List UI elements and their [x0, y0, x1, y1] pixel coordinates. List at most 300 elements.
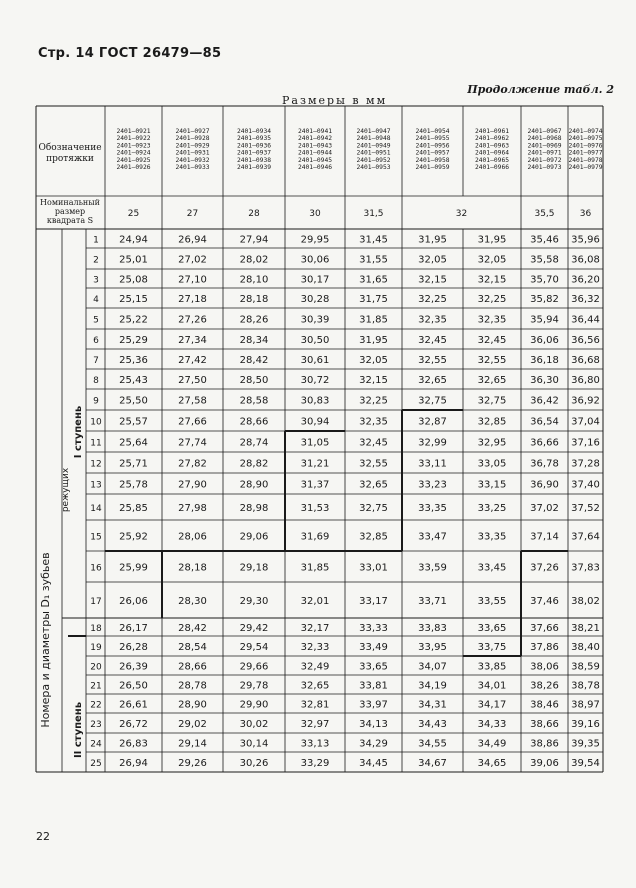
diameter-value: 31,95 [477, 234, 507, 246]
diameter-value: 37,28 [571, 458, 600, 470]
diameter-value: 30,26 [239, 758, 269, 769]
diameter-value: 38,78 [571, 680, 600, 692]
diameter-value: 38,59 [571, 661, 600, 673]
diameter-value: 39,54 [571, 758, 600, 769]
diameter-value: 37,40 [571, 479, 600, 491]
diameter-value: 29,95 [300, 234, 330, 246]
diameter-value: 31,75 [359, 294, 388, 305]
diameter-value: 31,05 [300, 437, 330, 449]
article-code: 2401—0942 [297, 135, 333, 143]
diameter-value: 32,33 [300, 642, 330, 653]
article-code: 2401—0963 [474, 142, 510, 150]
diameter-value: 39,35 [571, 738, 600, 750]
tooth-number: 20 [90, 662, 102, 673]
diameter-value: 32,65 [418, 375, 447, 386]
diameter-value: 26,28 [119, 642, 148, 653]
diameter-value: 28,78 [178, 680, 207, 692]
article-code: 2401—0956 [415, 142, 450, 150]
diameter-value: 32,45 [477, 335, 507, 346]
diameter-value: 32,75 [477, 395, 507, 407]
diameter-value: 26,50 [119, 680, 148, 692]
diameter-value: 34,65 [477, 758, 507, 769]
square-size: 25 [127, 209, 140, 219]
diameter-value: 33,05 [477, 458, 507, 470]
article-code: 2401—0978 [568, 156, 603, 164]
diameter-value: 38,26 [530, 680, 559, 692]
article-code: 2401—0938 [236, 156, 272, 164]
square-size: 31,5 [363, 209, 384, 219]
diameter-value: 32,85 [477, 416, 507, 428]
diameter-value: 27,98 [178, 503, 207, 514]
diameter-value: 30,02 [239, 719, 269, 730]
diameter-value: 26,17 [119, 623, 148, 634]
diameter-value: 36,56 [571, 335, 600, 346]
diameter-value: 32,65 [477, 375, 507, 386]
diameter-value: 33,59 [418, 562, 447, 574]
tooth-number: 25 [90, 759, 102, 769]
diameter-value: 25,43 [119, 375, 148, 386]
diameter-value: 33,65 [477, 623, 507, 634]
diameter-value: 26,72 [119, 719, 148, 730]
diameter-value: 33,75 [477, 642, 507, 653]
tooth-number: 23 [90, 720, 102, 730]
article-code: 2401—0964 [474, 149, 510, 157]
diameter-value: 25,08 [119, 274, 148, 286]
article-code: 2401—0944 [297, 149, 333, 157]
article-code: 2401—0961 [474, 128, 510, 135]
page-title: Стр. 14 ГОСТ 26479—85 [38, 46, 222, 61]
article-code: 2401—0957 [415, 149, 450, 157]
article-code: 2401—0945 [297, 156, 333, 164]
diameter-value: 38,40 [571, 642, 600, 653]
article-code: 2401—0941 [297, 128, 333, 135]
square-size: 36 [579, 209, 592, 219]
article-code: 2401—0962 [474, 135, 510, 143]
nominal-label: квадрата S [46, 216, 94, 225]
article-code: 2401—0974 [568, 128, 603, 135]
diameter-value: 29,78 [239, 680, 269, 692]
diameter-value: 32,01 [300, 596, 330, 607]
diameter-value: 29,90 [239, 699, 269, 711]
diameter-value: 28,42 [239, 355, 269, 366]
tooth-number: 2 [93, 255, 99, 266]
article-code: 2401—0969 [527, 142, 562, 150]
diameter-value: 34,19 [418, 680, 447, 692]
diameter-value: 33,49 [359, 642, 388, 653]
cutting-label: режущих [61, 467, 71, 513]
diameter-value: 28,30 [178, 596, 207, 607]
diameter-value: 31,55 [359, 254, 388, 266]
diameter-value: 32,35 [359, 416, 388, 428]
diameter-value: 38,46 [530, 699, 559, 711]
diameter-value: 31,95 [359, 335, 388, 346]
diameter-value: 34,13 [359, 719, 388, 730]
diameter-value: 33,33 [359, 623, 388, 634]
article-code: 2401—0921 [116, 128, 151, 135]
diameter-value: 28,74 [239, 437, 269, 449]
diameter-value: 32,55 [477, 355, 507, 366]
article-code: 2401—0979 [568, 164, 603, 171]
diameter-value: 34,33 [477, 719, 507, 730]
designation-label: протяжки [46, 154, 94, 164]
diameter-value: 28,58 [239, 395, 269, 407]
diameter-value: 36,18 [530, 355, 559, 366]
diameter-value: 30,94 [300, 416, 330, 428]
tooth-number: 18 [90, 624, 102, 634]
diameter-value: 29,66 [239, 661, 269, 673]
diameter-value: 25,85 [119, 503, 148, 514]
diameter-value: 28,26 [239, 314, 269, 326]
tooth-number: 13 [90, 480, 102, 491]
diameter-value: 32,35 [418, 314, 447, 326]
diameter-value: 32,65 [300, 680, 330, 692]
article-code: 2401—0928 [175, 135, 210, 143]
diameter-value: 36,68 [571, 355, 600, 366]
tooth-number: 22 [90, 700, 102, 711]
diameter-value: 36,66 [530, 437, 559, 449]
diameter-value: 25,64 [119, 437, 148, 449]
diameter-value: 33,65 [359, 661, 388, 673]
article-code: 2401—0967 [527, 128, 562, 135]
diameter-value: 34,55 [418, 738, 447, 750]
diameter-value: 35,94 [530, 314, 559, 326]
diameter-value: 29,02 [178, 719, 207, 730]
diameter-value: 33,01 [359, 562, 388, 574]
diameter-value: 34,07 [418, 661, 447, 673]
diameter-value: 36,78 [530, 458, 559, 470]
diameter-value: 29,54 [239, 642, 269, 653]
diameter-value: 37,46 [530, 596, 559, 607]
diameter-value: 28,90 [239, 479, 269, 491]
diameter-value: 33,85 [477, 661, 507, 673]
diameter-value: 25,29 [119, 335, 148, 346]
diameter-value: 34,49 [477, 738, 507, 750]
diameter-value: 38,66 [530, 719, 559, 730]
tooth-number: 3 [93, 275, 99, 286]
diameter-value: 25,57 [119, 416, 148, 428]
diameter-value: 25,50 [119, 395, 148, 407]
diameter-value: 33,97 [359, 699, 388, 711]
diameter-value: 28,18 [178, 562, 207, 574]
stage-2-label: II ступень [73, 701, 84, 759]
diameter-value: 31,95 [418, 234, 447, 246]
diameter-value: 32,55 [359, 458, 388, 470]
diameter-value: 25,01 [119, 254, 148, 266]
article-code: 2401—0966 [474, 164, 510, 171]
article-code: 2401—0922 [116, 135, 151, 143]
diameter-value: 33,95 [418, 642, 447, 653]
diameter-value: 27,18 [178, 294, 207, 305]
diameter-value: 27,82 [178, 458, 207, 470]
diameter-value: 25,71 [119, 458, 148, 470]
diameter-value: 31,85 [359, 314, 388, 326]
diameter-value: 27,74 [178, 437, 207, 449]
diameter-value: 36,42 [530, 395, 559, 407]
diameter-value: 33,13 [300, 738, 330, 750]
article-code: 2401—0932 [175, 156, 210, 164]
diameter-value: 34,31 [418, 699, 447, 711]
diameter-value: 37,52 [571, 503, 600, 514]
page-number: 22 [36, 830, 50, 843]
diameter-value: 29,26 [178, 758, 207, 769]
diameter-value: 34,29 [359, 738, 388, 750]
diameter-value: 32,75 [418, 395, 447, 407]
diameter-value: 33,47 [418, 531, 447, 543]
tooth-number: 21 [90, 681, 102, 692]
diameter-value: 39,16 [571, 719, 600, 730]
article-code: 2401—0934 [236, 128, 272, 135]
tooth-number: 19 [90, 643, 102, 653]
article-code: 2401—0968 [527, 135, 562, 143]
article-code: 2401—0927 [175, 128, 210, 135]
diameter-value: 30,14 [239, 738, 269, 750]
diameter-value: 35,58 [530, 254, 559, 266]
diameter-value: 32,15 [477, 274, 507, 286]
diameter-value: 37,04 [571, 416, 600, 428]
diameter-value: 33,81 [359, 680, 388, 692]
diameter-value: 26,94 [119, 758, 148, 769]
diameter-value: 30,72 [300, 375, 330, 386]
diameter-value: 32,45 [418, 335, 447, 346]
diameter-value: 38,02 [571, 596, 600, 607]
tooth-number: 5 [93, 315, 99, 326]
diameter-value: 28,18 [239, 294, 269, 305]
diameter-value: 28,54 [178, 642, 207, 653]
tooth-number: 8 [93, 376, 99, 386]
diameter-value: 36,92 [571, 395, 600, 407]
diameter-value: 33,17 [359, 596, 388, 607]
diameter-value: 28,02 [239, 254, 269, 266]
diameter-value: 32,65 [359, 479, 388, 491]
article-code: 2401—0937 [236, 149, 272, 157]
diameter-value: 32,05 [418, 254, 447, 266]
diameter-value: 38,97 [571, 699, 600, 711]
square-size: 28 [248, 209, 260, 219]
diameter-value: 31,85 [300, 562, 330, 574]
diameter-value: 27,34 [178, 335, 207, 346]
tooth-number: 9 [93, 396, 99, 407]
diameter-value: 38,21 [571, 623, 600, 634]
article-code: 2401—0965 [474, 156, 510, 164]
diameter-value: 38,86 [530, 738, 559, 750]
diameter-value: 36,30 [530, 375, 559, 386]
article-code: 2401—0975 [568, 135, 603, 143]
diameter-value: 32,45 [359, 437, 388, 449]
tooth-number: 7 [93, 356, 99, 366]
diameter-value: 32,75 [359, 503, 388, 514]
tooth-number: 24 [90, 739, 102, 750]
diameter-value: 31,45 [359, 234, 388, 246]
article-code: 2401—0926 [116, 164, 151, 171]
diameter-value: 33,25 [477, 503, 507, 514]
square-size: 30 [309, 209, 321, 219]
diameter-value: 26,61 [119, 699, 148, 711]
diameter-value: 27,26 [178, 314, 207, 326]
diameter-value: 36,20 [571, 274, 600, 286]
diameter-value: 28,34 [239, 335, 269, 346]
diameter-value: 28,98 [239, 503, 269, 514]
tooth-number: 11 [90, 438, 102, 449]
diameter-value: 33,35 [477, 531, 507, 543]
article-code: 2401—0953 [356, 164, 391, 171]
diameter-value: 32,17 [300, 623, 330, 634]
article-code: 2401—0929 [175, 142, 210, 150]
diameter-value: 26,39 [119, 661, 148, 673]
article-code: 2401—0955 [415, 135, 450, 143]
diameter-value: 35,46 [530, 234, 559, 246]
diameter-value: 31,53 [300, 503, 330, 514]
article-code: 2401—0936 [236, 142, 272, 150]
article-code: 2401—0959 [415, 164, 450, 171]
tooth-number: 16 [90, 563, 102, 574]
diameter-value: 32,35 [477, 314, 507, 326]
diameter-value: 33,55 [477, 596, 507, 607]
article-code: 2401—0954 [415, 128, 450, 135]
diameter-value: 33,11 [418, 458, 447, 470]
teeth-label: Номера и диаметры D₁ зубьев [39, 552, 52, 728]
diameter-value: 26,83 [119, 738, 148, 750]
tooth-number: 6 [93, 336, 99, 346]
tooth-number: 14 [90, 504, 102, 514]
tooth-number: 12 [90, 459, 102, 470]
diameter-value: 37,83 [571, 562, 600, 574]
diameter-value: 32,25 [477, 294, 507, 305]
diameter-value: 33,83 [418, 623, 447, 634]
diameter-value: 29,18 [239, 562, 269, 574]
diameter-value: 30,17 [300, 274, 330, 286]
article-code: 2401—0977 [568, 149, 603, 157]
diameter-value: 32,85 [359, 531, 388, 543]
diameter-value: 32,87 [418, 416, 447, 428]
diameter-value: 28,82 [239, 458, 269, 470]
article-code: 2401—0951 [356, 149, 391, 157]
diameter-value: 33,29 [300, 758, 330, 769]
diameter-value: 34,45 [359, 758, 388, 769]
article-code: 2401—0958 [415, 156, 450, 164]
diameter-value: 25,15 [119, 294, 148, 305]
diameter-value: 39,06 [530, 758, 559, 769]
diameter-value: 36,08 [571, 254, 600, 266]
diameter-value: 36,80 [571, 375, 600, 386]
diameter-value: 28,50 [239, 375, 269, 386]
diameter-value: 32,15 [359, 375, 388, 386]
diameter-value: 31,37 [300, 479, 330, 491]
tooth-number: 15 [90, 532, 102, 543]
article-code: 2401—0923 [116, 142, 151, 150]
square-size: 32 [455, 209, 468, 219]
diameter-value: 30,06 [300, 254, 330, 266]
article-code: 2401—0948 [356, 135, 391, 143]
diameter-value: 32,25 [418, 294, 447, 305]
diameter-value: 28,42 [178, 623, 207, 634]
diameter-value: 29,14 [178, 738, 207, 750]
diameter-value: 26,06 [119, 596, 148, 607]
diameter-value: 32,81 [300, 699, 330, 711]
diameter-value: 30,61 [300, 355, 330, 366]
diameter-value: 33,71 [418, 596, 447, 607]
diameter-value: 35,96 [571, 234, 600, 246]
diameter-value: 30,28 [300, 294, 330, 305]
diameter-value: 33,15 [477, 479, 507, 491]
diameter-value: 32,15 [418, 274, 447, 286]
diameter-value: 33,45 [477, 562, 507, 574]
diameter-value: 32,99 [418, 437, 447, 449]
tooth-number: 1 [93, 235, 99, 246]
diameter-value: 37,14 [530, 531, 559, 543]
diameter-value: 37,86 [530, 642, 559, 653]
diameter-value: 25,36 [119, 355, 148, 366]
diameter-value: 37,66 [530, 623, 559, 634]
square-size: 35,5 [534, 209, 555, 219]
diameter-value: 37,26 [530, 562, 559, 574]
diameter-value: 25,92 [119, 531, 148, 543]
designation-label: Обозначение [38, 143, 102, 153]
diameter-value: 32,95 [477, 437, 507, 449]
diameter-value: 30,50 [300, 335, 330, 346]
diameter-value: 28,10 [239, 274, 269, 286]
article-code: 2401—0952 [356, 156, 391, 164]
diameter-value: 27,58 [178, 395, 207, 407]
article-code: 2401—0946 [297, 164, 333, 171]
article-code: 2401—0939 [236, 164, 272, 171]
article-code: 2401—0976 [568, 142, 603, 150]
article-code: 2401—0925 [116, 156, 151, 164]
article-code: 2401—0971 [527, 149, 562, 157]
diameter-value: 26,94 [178, 234, 207, 246]
diameter-value: 32,49 [300, 661, 330, 673]
diameter-value: 27,90 [178, 479, 207, 491]
diameter-value: 31,69 [300, 531, 330, 543]
diameter-value: 32,05 [359, 355, 388, 366]
diameter-value: 28,90 [178, 699, 207, 711]
article-code: 2401—0973 [527, 164, 562, 171]
diameter-value: 35,70 [530, 274, 559, 286]
diameter-value: 27,02 [178, 254, 207, 266]
square-size: 27 [186, 209, 199, 219]
diameter-value: 25,99 [119, 562, 148, 574]
diameter-value: 30,83 [300, 395, 330, 407]
tooth-number: 4 [93, 295, 99, 305]
diameter-value: 27,42 [178, 355, 207, 366]
diameter-value: 35,82 [530, 294, 559, 305]
diameter-value: 25,78 [119, 479, 148, 491]
diameter-value: 32,97 [300, 719, 330, 730]
diameter-value: 28,06 [178, 531, 207, 543]
diameter-value: 32,25 [359, 395, 388, 407]
article-code: 2401—0972 [527, 156, 562, 164]
diameter-value: 29,06 [239, 531, 269, 543]
article-code: 2401—0931 [175, 149, 210, 157]
article-code: 2401—0935 [236, 135, 272, 143]
diameter-value: 28,66 [239, 416, 269, 428]
diameter-value: 27,10 [178, 274, 207, 286]
diameter-value: 33,35 [418, 503, 447, 514]
stage-1-label: I ступень [73, 405, 84, 459]
nominal-label: Номинальный [40, 198, 100, 207]
diameter-value: 36,90 [530, 479, 559, 491]
diameter-value: 33,23 [418, 479, 447, 491]
diameter-value: 38,06 [530, 661, 559, 673]
diameter-value: 27,50 [178, 375, 207, 386]
units-caption: Размеры в мм [282, 94, 388, 107]
article-code: 2401—0924 [116, 149, 151, 157]
diameter-value: 36,54 [530, 416, 559, 428]
diameter-value: 29,42 [239, 623, 269, 634]
tooth-number: 10 [90, 417, 102, 428]
diameter-value: 30,39 [300, 314, 330, 326]
diameter-value: 37,02 [530, 503, 559, 514]
diameter-value: 29,30 [239, 596, 269, 607]
